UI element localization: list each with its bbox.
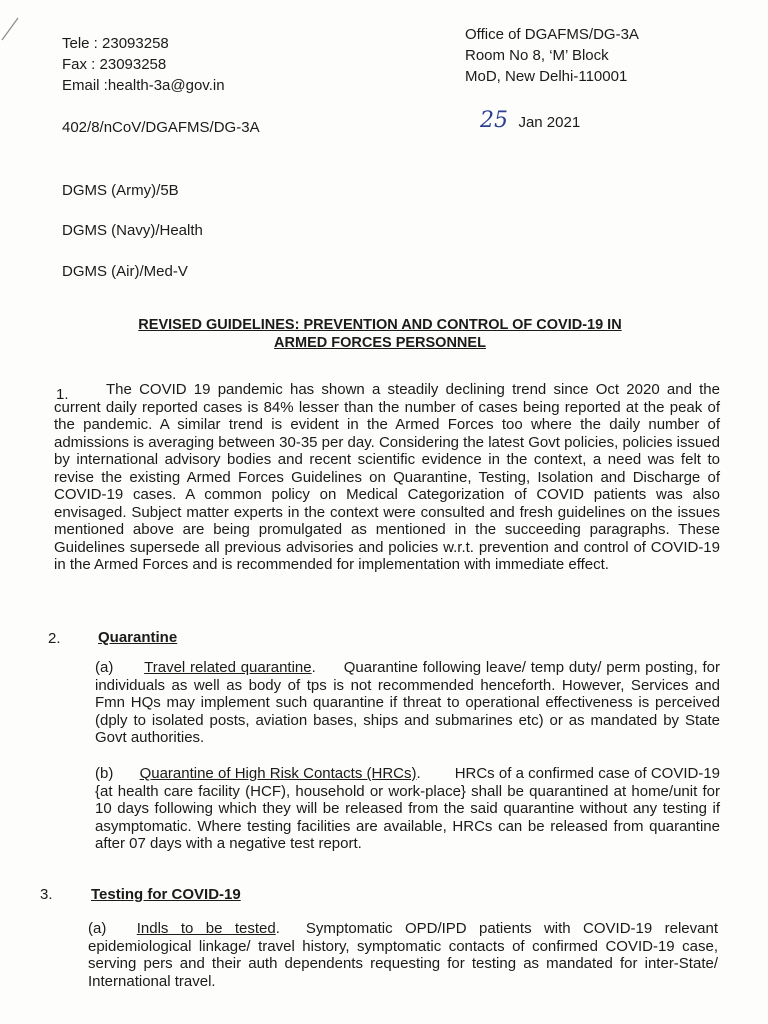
document-title-line1: REVISED GUIDELINES: PREVENTION AND CONTROL OF COVID-19 IN xyxy=(138,317,622,333)
section2-number: 2. xyxy=(48,630,61,647)
office-name: Office of DGAFMS/DG-3A xyxy=(465,26,639,43)
tele-number: Tele : 23093258 xyxy=(62,35,169,52)
section3-heading: Testing for COVID-19 xyxy=(91,886,241,903)
fax-number: Fax : 23093258 xyxy=(62,56,167,73)
section2b-title: Quarantine of High Risk Contacts (HRCs) xyxy=(139,765,417,782)
para1-text: The COVID 19 pandemic has shown a steadily declining trend since Oct 2020 and the current daily reported cases is 84% lesser than the number of cases being reported at the peak of the pandemic. A similar trend is evident in the Armed Forces too where the daily number of admissions is averaging between 30-35 per day. Considering the latest Govt policies, policies issued by international advisory bodies and recent scientific evidence in the context, a need was felt to revise the existing Armed Forces Guidelines on Quarantine, Testing, Isolation and Discharge of COVID-19 cases. A common policy on Medical Categorization of COVID patients was also envisaged. Subject matter experts in the context were consulted and fresh guidelines on the issues mentioned above are being promulgated as mentioned in the succeeding paragraphs. These Guidelines supersede all previous advisories and policies w.r.t. prevention and control of COVID-19 in the Armed Forces and is recommended for implementation with immediate effect. xyxy=(54,381,720,573)
email-address: Email :health-3a@gov.in xyxy=(62,77,225,94)
section2a-label: (a) xyxy=(95,659,114,676)
addressee-navy: DGMS (Navy)/Health xyxy=(62,222,203,239)
date-month-year: Jan 2021 xyxy=(518,114,581,131)
section2b-paragraph: (b) Quarantine of High Risk Contacts (HRCs). HRCs of a confirmed case of COVID-19 {at health care facility (HCF), household or work-place} shall be quarantined at home/unit for 10 days following which they will be released from the said quarantine without any testing if asymptomatic. Where testing facilities are available, HRCs can be released from quarantine after 07 days with a negative test report. xyxy=(95,765,721,852)
section3a-title: Indls to be tested xyxy=(136,920,276,937)
para1-number: 1. xyxy=(56,386,69,403)
office-address: MoD, New Delhi-110001 xyxy=(465,68,628,85)
section3-number: 3. xyxy=(40,886,53,903)
section2-heading: Quarantine xyxy=(98,629,178,646)
office-room: Room No 8, ‘M’ Block xyxy=(465,47,609,64)
handwritten-day: 25 xyxy=(480,108,508,133)
addressee-air: DGMS (Air)/Med-V xyxy=(62,263,188,280)
section2b-text: HRCs of a confirmed case of COVID-19 {at health care facility (HCF), household or work-place} shall be quarantined at home/unit for 10 days following which they will be released from the said quarantine without any testing if asymptomatic. Where testing facilities are available, HRCs can be released from quarantine after 07 days with a negative test report. xyxy=(95,765,721,852)
section3a-label: (a) xyxy=(88,920,107,937)
section3a-text: Symptomatic OPD/IPD patients with COVID-19 relevant epidemiological linkage/ travel history, symptomatic contacts of confirmed COVID-19 case, serving pers and their auth dependents requesting for testing as mandated for inter-State/ International travel. xyxy=(88,920,719,990)
corner-pen-mark xyxy=(0,14,22,42)
document-title-line2: ARMED FORCES PERSONNEL xyxy=(274,335,486,351)
section2a-title: Travel related quarantine xyxy=(144,659,312,676)
letter-date xyxy=(480,108,580,133)
section2a-text: Quarantine following leave/ temp duty/ perm posting, for individuals as well as body of tps is not recommended henceforth. However, Services and Fmn HQs may implement such quarantine if threat to operational effectiveness is perceived (dply to isolated posts, aviation bases, ships and submarines etc) or as mandated by State Govt authorities. xyxy=(95,659,720,746)
addressee-army: DGMS (Army)/5B xyxy=(62,182,179,199)
file-reference: 402/8/nCoV/DGAFMS/DG-3A xyxy=(62,119,260,136)
section2a-paragraph: (a) Travel related quarantine. Quarantine following leave/ temp duty/ perm posting, for individuals as well as body of tps is not recommended henceforth. However, Services and Fmn HQs may implement such quarantine if threat to operational effectiveness is perceived (dply to isolated posts, aviation bases, ships and submarines etc) or as mandated by State Govt authorities. xyxy=(95,659,720,746)
section2b-label: (b) xyxy=(95,765,114,782)
section3a-paragraph: (a) Indls to be tested. Symptomatic OPD/IPD patients with COVID-19 relevant epidemiological linkage/ travel history, symptomatic contacts of confirmed COVID-19 case, serving pers and their auth dependents requesting for testing as mandated for inter-State/ International travel. xyxy=(88,920,719,990)
